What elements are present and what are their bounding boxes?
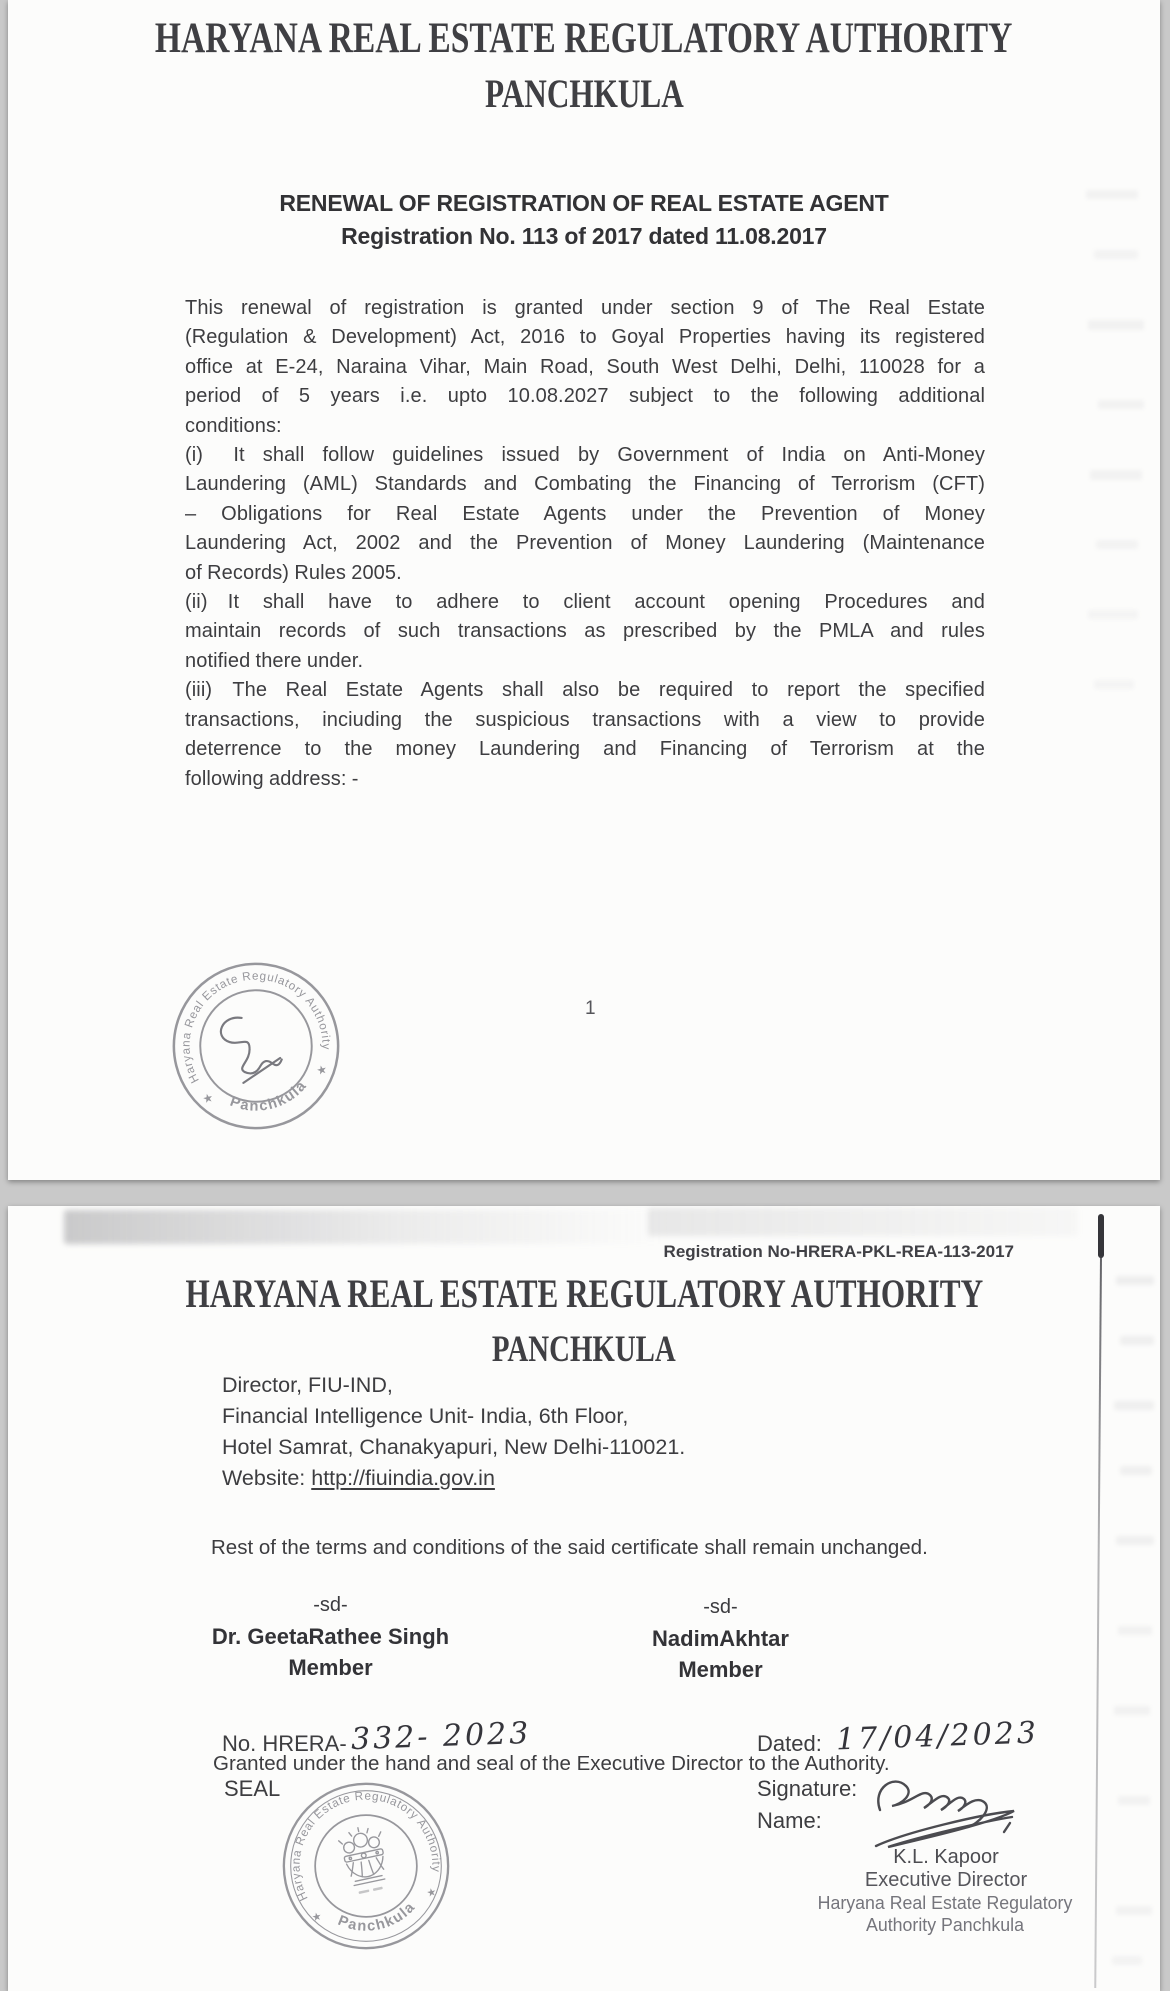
scan-artifact-blob (1098, 1214, 1104, 1258)
page1-authority-title-text: HARYANA REAL ESTATE REGULATORY AUTHORITY (155, 15, 1013, 62)
text-line: period of 5 years i.e. upto 10.08.2027 subject to the following additional (185, 385, 985, 408)
text-line: (iii) The Real Estate Agents shall also be required to report the specified (185, 679, 985, 702)
text-line: Laundering Act, 2002 and the Prevention of Money Laundering (Maintenance (185, 532, 985, 555)
ghost-smudge (1098, 400, 1144, 409)
text-line: This renewal of registration is granted under section 9 of The Real Estate (185, 297, 985, 319)
dated-prefix: Dated: (757, 1731, 822, 1756)
seal1-star-right: ★ (315, 1062, 329, 1078)
page1-city-title-text: PANCHKULA (484, 71, 684, 116)
text-line: (ii) It shall have to adhere to client account opening Procedures and (185, 591, 985, 614)
page-1 (8, 0, 1160, 1180)
text-line: (Regulation & Development) Act, 2016 to Goyal Properties having its registered (185, 326, 985, 349)
text-line: notified there under. (185, 649, 364, 672)
signatory-name: NadimAkhtar (652, 1626, 789, 1651)
seal2-ring-text: Haryana Real Estate Regulatory Authority (289, 1789, 443, 1903)
officer-name: K.L. Kapoor (893, 1846, 999, 1868)
text-line: maintain records of such transactions as prescribed by the PMLA and rules (185, 620, 985, 643)
signatory-right (598, 1596, 843, 1683)
seal1-bottom-text: Panchkula (227, 1077, 311, 1115)
ghost-smudge (1088, 610, 1138, 619)
ashoka-emblem-icon (337, 1823, 393, 1896)
page1-city-title (8, 70, 1160, 117)
fiu-address-block (222, 1370, 685, 1494)
text-line: (i) It shall follow guidelines issued by Government of India on Anti-Money (185, 444, 985, 467)
subject-line-1: RENEWAL OF REGISTRATION OF REAL ESTATE AGENT (279, 190, 889, 216)
fiu-address-lines (222, 1370, 685, 1463)
website-label: Website: (222, 1466, 312, 1490)
officer-organization: Haryana Real Estate Regulatory Authority Panchkula (817, 1892, 1073, 1935)
emblem-round-seal-icon (262, 1762, 471, 1971)
text-line: – Obligations for Real Estate Agents under the Prevention of Money (185, 502, 985, 525)
signatory-name: Dr. GeetaRathee Singh (211, 1624, 450, 1649)
seal2-star-right: ★ (425, 1886, 438, 1900)
page-number: 1 (585, 998, 596, 1019)
text-line: office at E-24, Naraina Vihar, Main Road, South West Delhi, Delhi, 110028 for a (185, 355, 985, 378)
seal2-bottom-text: Panchkula (335, 1898, 419, 1935)
page2-city-title-text: PANCHKULA (492, 1329, 676, 1370)
intro-paragraph (185, 294, 985, 441)
sd-mark: -sd- (703, 1596, 738, 1618)
signature-label: Signature: (757, 1776, 858, 1801)
ghost-smudge (1094, 250, 1138, 259)
terms-unchanged-line: Rest of the terms and conditions of the said certificate shall remain unchanged. (211, 1536, 928, 1559)
officer-title: Executive Director (864, 1869, 1028, 1891)
signatory-role: Member (678, 1657, 763, 1682)
text-line: Director, FIU-IND, (222, 1373, 393, 1397)
seal1-star-left: ★ (201, 1091, 215, 1107)
ghost-smudge (1118, 1626, 1152, 1635)
text-line: following address: - (185, 767, 359, 790)
condition-iii (185, 676, 985, 794)
seal-label: SEAL (224, 1776, 281, 1801)
seal1-ring-text: Haryana Real Estate Regulatory Authority (179, 969, 333, 1086)
text-line: transactions, inciuding the suspicious transactions with a view to provide (185, 708, 985, 731)
ghost-bleed-band (648, 1208, 1078, 1236)
ghost-smudge (1116, 1906, 1152, 1915)
text-line: of Records) Rules 2005. (185, 561, 402, 584)
ghost-bleed-band (64, 1210, 664, 1244)
dated-handwritten: 17/04/2023 (835, 1715, 1040, 1758)
text-line: Hotel Samrat, Chanakyapuri, New Delhi-110021. (222, 1435, 686, 1459)
seal1-inked-signature-icon (217, 1007, 284, 1084)
text-line: Laundering (AML) Standards and Combating the Financing of Terrorism (CFT) (185, 473, 985, 496)
ghost-smudge (1096, 540, 1138, 549)
ghost-smudge (1114, 1401, 1154, 1410)
svg-text:Haryana Real Estate Regulatory (163, 953, 335, 1086)
signatory-role: Member (288, 1655, 373, 1680)
ghost-smudge (1116, 1536, 1154, 1545)
condition-ii (185, 588, 985, 676)
reference-handwritten: 332- 2023 (350, 1715, 532, 1758)
name-label: Name: (757, 1808, 822, 1833)
subject-line-2: Registration No. 113 of 2017 dated 11.08.2017 (341, 223, 827, 249)
text-line: Financial Intelligence Unit- India, 6th Floor, (222, 1404, 629, 1428)
sd-mark: -sd- (313, 1594, 348, 1616)
authority-round-seal-icon (149, 939, 362, 1152)
reference-prefix: No. HRERA- (222, 1731, 347, 1756)
registration-number: Registration No-HRERA-PKL-REA-113-2017 (663, 1242, 1014, 1261)
certificate-body (185, 294, 985, 794)
text-line: deterrence to the money Laundering and Financing of Terrorism at the (185, 738, 985, 761)
page2-city-title (8, 1328, 1160, 1371)
ghost-smudge (1088, 320, 1144, 330)
ghost-smudge (1114, 1706, 1150, 1715)
ghost-smudge (1094, 680, 1134, 689)
condition-i (185, 441, 985, 588)
ghost-smudge (1086, 190, 1138, 199)
website-link[interactable]: http://fiuindia.gov.in (311, 1466, 495, 1490)
page-2 (8, 1206, 1160, 1991)
ghost-smudge (1118, 1796, 1150, 1805)
page2-authority-title (8, 1270, 1160, 1317)
ghost-smudge (1090, 470, 1142, 480)
ghost-smudge (1116, 1276, 1154, 1285)
page2-authority-title-text: HARYANA REAL ESTATE REGULATORY AUTHORITY (185, 1271, 983, 1316)
seal2-star-left: ★ (310, 1910, 323, 1925)
signatory-left (208, 1594, 453, 1681)
granted-line: Granted under the hand and seal of the Executive Director to the Authority. (213, 1752, 890, 1775)
page1-authority-title (8, 14, 1160, 63)
ghost-smudge (1112, 1956, 1142, 1965)
ghost-smudge (1120, 1466, 1152, 1475)
website-line (222, 1463, 685, 1494)
ghost-smudge (1120, 1336, 1154, 1345)
text-line: conditions: (185, 414, 282, 437)
